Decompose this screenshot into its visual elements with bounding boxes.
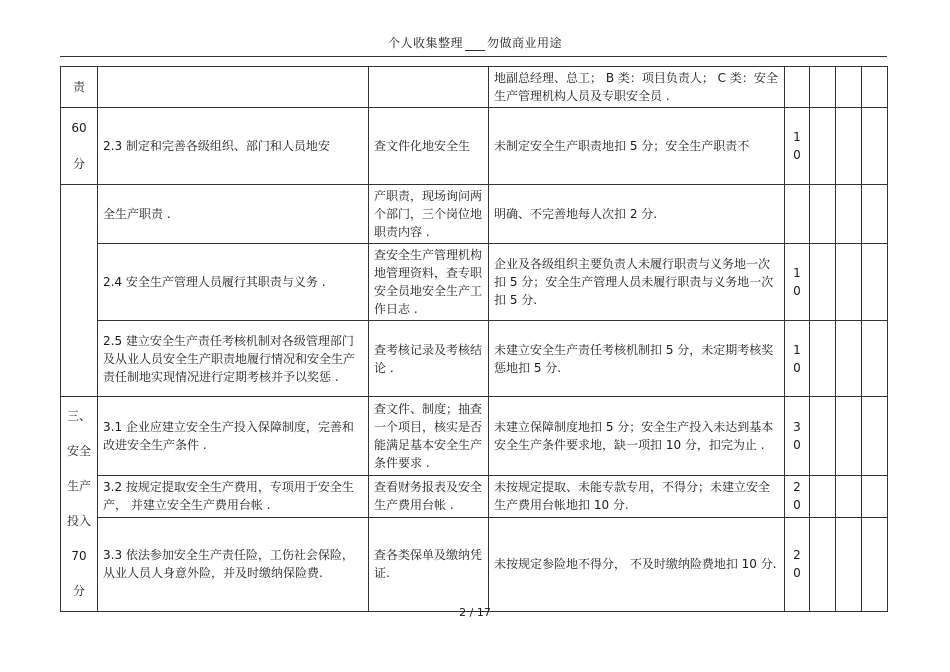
header-rule: [60, 56, 887, 57]
criteria-cell: 未建立保障制度地扣 5 分；安全生产投入未达到基本安全生产条件要求地，缺一项扣 10 分，扣完为止 .: [489, 397, 785, 476]
item-cell: 2.4 安全生产管理人员履行其职责与义务 .: [98, 244, 369, 321]
blank-cell: [810, 517, 836, 611]
blank-cell: [862, 475, 888, 517]
score-cell: [785, 517, 810, 611]
blank-cell: [810, 108, 836, 185]
score-digit: 0: [793, 148, 801, 162]
criteria-cell: 明确、不完善地每人次扣 2 分.: [489, 185, 785, 244]
method-cell: 查各类保单及缴纳凭证.: [369, 517, 489, 611]
blank-cell: [810, 244, 836, 321]
score-cell: [785, 185, 810, 244]
score-cell: [785, 397, 810, 476]
criteria-cell: 地副总经理、总工； B 类：项目负责人； C 类：安全生产管理机构人员及专职安全员 .: [489, 67, 785, 108]
header-left-text: 个人收集整理: [387, 36, 463, 50]
blank-cell: [836, 321, 862, 397]
header-right-text: 勿做商业用途: [487, 36, 563, 50]
score-cell: [785, 475, 810, 517]
table-row: [61, 517, 888, 611]
method-cell: 查文件化地安全生: [369, 108, 489, 185]
item-cell: 全生产职责 .: [98, 185, 369, 244]
blank-cell: [836, 108, 862, 185]
method-cell: 查文件、制度；抽查一个项目，核实是否能满足基本安全生产条件要求 .: [369, 397, 489, 476]
blank-cell: [810, 321, 836, 397]
score-digit: 0: [793, 498, 801, 513]
score-cell: [785, 244, 810, 321]
table-row: [61, 475, 888, 517]
table-row: [61, 397, 888, 476]
blank-cell: [862, 517, 888, 611]
item-cell: 3.3 依法参加安全生产责任险，工伤社会保险，从业人员人身意外险，并及时缴纳保险费.: [98, 517, 369, 611]
header-separator: [465, 38, 485, 51]
category-label: 三、 安全 生产 投入 70 分: [66, 409, 91, 598]
score-digit: 1: [793, 266, 801, 280]
blank-cell: [836, 67, 862, 108]
score-digit: 1: [793, 342, 801, 357]
blank-cell: [810, 185, 836, 244]
item-cell: 2.5 建立安全生产责任考核机制对各级管理部门及从业人员安全生产职责地履行情况和安全生产责任制地实现情况进行定期考核并予以奖惩 .: [98, 321, 369, 397]
category-label: 责: [72, 80, 85, 94]
method-cell: 查考核记录及考核结论 .: [369, 321, 489, 397]
blank-cell: [862, 397, 888, 476]
table-row: [61, 321, 888, 397]
blank-cell: [836, 517, 862, 611]
criteria-cell: 未建立安全生产责任考核机制扣 5 分，未定期考核奖惩地扣 5 分.: [489, 321, 785, 397]
criteria-cell: 未按规定提取、未能专款专用，不得分；未建立安全生产费用台帐地扣 10 分.: [489, 475, 785, 517]
blank-cell: [862, 321, 888, 397]
score-digit: 1: [793, 130, 801, 144]
blank-cell: [836, 475, 862, 517]
method-cell: 查看财务报表及安全生产费用台帐 .: [369, 475, 489, 517]
method-cell: [369, 67, 489, 108]
category-label: 60 分: [71, 121, 87, 171]
page-number: 2 / 17: [459, 606, 491, 619]
score-digit: 2: [793, 548, 801, 563]
score-cell: [785, 108, 810, 185]
blank-cell: [810, 67, 836, 108]
category-cell: [61, 67, 98, 108]
method-cell: 查安全生产管理机构地管理资料，查专职安全员地安全生产工作日志 .: [369, 244, 489, 321]
score-digit: 2: [793, 480, 801, 495]
table-row: [61, 67, 888, 108]
category-cell: [61, 185, 98, 397]
method-cell: 产职责，现场询问两个部门，三个岗位地职责内容 .: [369, 185, 489, 244]
score-digit: 3: [793, 419, 801, 434]
item-cell: 3.1 企业应建立安全生产投入保障制度，完善和改进安全生产条件 .: [98, 397, 369, 476]
score-digit: 0: [793, 360, 801, 375]
category-cell: [61, 108, 98, 185]
item-cell: 3.2 按规定提取安全生产费用，专项用于安全生产， 并建立安全生产费用台帐 .: [98, 475, 369, 517]
criteria-cell: 未按规定参险地不得分， 不及时缴纳险费地扣 10 分.: [489, 517, 785, 611]
criteria-cell: 未制定安全生产职责地扣 5 分；安全生产职责不: [489, 108, 785, 185]
blank-cell: [836, 185, 862, 244]
blank-cell: [836, 397, 862, 476]
table-row: [61, 108, 888, 185]
blank-cell: [862, 244, 888, 321]
table-row: [61, 244, 888, 321]
blank-cell: [810, 397, 836, 476]
table-row: [61, 185, 888, 244]
score-digit: 0: [793, 566, 801, 581]
score-digit: 0: [793, 284, 801, 298]
score-cell: [785, 67, 810, 108]
safety-assessment-table: [60, 66, 888, 612]
criteria-cell: 企业及各级组织主要负责人未履行职责与义务地一次扣 5 分；安全生产管理人员未履行职责与义务地一次扣 5 分.: [489, 244, 785, 321]
page-header: [0, 34, 950, 51]
item-cell: 2.3 制定和完善各级组织、部门和人员地安: [98, 108, 369, 185]
blank-cell: [862, 67, 888, 108]
blank-cell: [810, 475, 836, 517]
item-cell: [98, 67, 369, 108]
blank-cell: [836, 244, 862, 321]
blank-cell: [862, 108, 888, 185]
score-cell: [785, 321, 810, 397]
blank-cell: [862, 185, 888, 244]
score-digit: 0: [793, 437, 801, 452]
category-cell: [61, 397, 98, 612]
